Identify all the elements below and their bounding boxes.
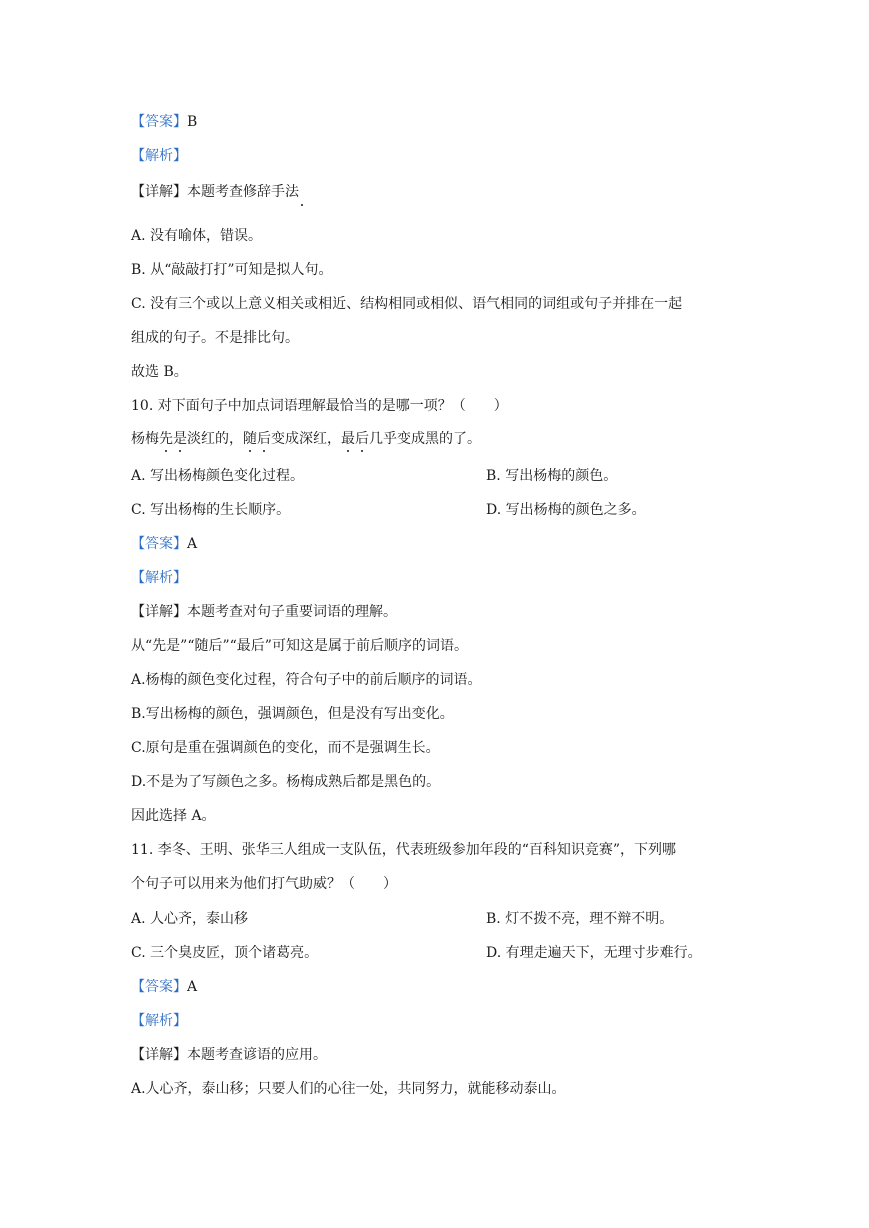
- q11-option-c: C. 三个臭皮匠，顶个诸葛亮。: [131, 945, 319, 961]
- q10-line-1: 从“先是”“随后”“最后”可知这是属于前后顺序的词语。: [131, 638, 468, 654]
- sentence-part: 几乎变成黑的了。: [369, 431, 481, 447]
- q10-sentence: [131, 429, 481, 449]
- q10-option-d: D. 写出杨梅的颜色之多。: [486, 502, 646, 518]
- q9-detail-line: [131, 182, 299, 202]
- emphasis-char: 随: [243, 431, 257, 447]
- detail-tag: 【详解】: [131, 604, 187, 620]
- q10-line-2: A.杨梅的颜色变化过程，符合句子中的前后顺序的词语。: [131, 672, 482, 688]
- emphasis-char: 先: [159, 431, 173, 447]
- q10-analysis-line: [131, 568, 187, 588]
- sentence-part: 杨梅: [131, 431, 159, 447]
- q9-line-a: A. 没有喻体，错误。: [131, 228, 263, 244]
- q9-line-b: B. 从“敲敲打打”可知是拟人句。: [131, 262, 333, 278]
- detail-tag: 【详解】: [131, 1047, 187, 1063]
- q11-stem-line2: 个句子可以用来为他们打气助威？（ ）: [131, 876, 397, 892]
- emphasis-char: 是: [173, 431, 187, 447]
- answer-tag: 【答案】: [131, 114, 187, 130]
- q11-answer-line: [131, 977, 197, 997]
- q9-line-c-cont: 组成的句子。不是排比句。: [131, 330, 299, 346]
- q10-conclusion: 因此选择 A。: [131, 808, 216, 824]
- answer-value: B: [187, 114, 198, 130]
- emphasis-char: 后: [257, 431, 271, 447]
- q10-line-4: C.原句是重在强调颜色的变化，而不是强调生长。: [131, 740, 440, 756]
- q11-analysis-line: [131, 1011, 187, 1031]
- q9-conclusion: 故选 B。: [131, 364, 188, 380]
- detail-tag: 【详解】: [131, 184, 187, 200]
- q10-option-a: A. 写出杨梅颜色变化过程。: [131, 468, 305, 484]
- q11-detail-line: [131, 1045, 327, 1065]
- q9-line-c: C. 没有三个或以上意义相关或相近、结构相同或相似、语气相同的词组或句子并排在一起: [131, 296, 683, 312]
- q11-stem-line1: 11. 李冬、王明、张华三人组成一支队伍，代表班级参加年段的“百科知识竞赛”，下列哪: [131, 842, 677, 858]
- answer-value: A: [187, 536, 198, 552]
- q11-option-b: B. 灯不拨不亮，理不辩不明。: [486, 911, 674, 927]
- q11-option-a: A. 人心齐，泰山移: [131, 911, 249, 927]
- q10-stem: 10. 对下面句子中加点词语理解最恰当的是哪一项？（ ）: [131, 398, 508, 414]
- emphasis-char: 最: [341, 431, 355, 447]
- analysis-tag: 【解析】: [131, 1013, 187, 1029]
- detail-text: 本题考查对句子重要词语的理解。: [187, 604, 397, 620]
- answer-value: A: [187, 979, 198, 995]
- sentence-part: 淡红的，: [187, 431, 243, 447]
- analysis-tag: 【解析】: [131, 148, 187, 164]
- q10-detail-line: [131, 602, 397, 622]
- q10-line-5: D.不是为了写颜色之多。杨梅成熟后都是黑色的。: [131, 774, 441, 790]
- q9-answer-line: [131, 112, 197, 132]
- answer-tag: 【答案】: [131, 979, 187, 995]
- q11-option-d: D. 有理走遍天下，无理寸步难行。: [486, 945, 702, 961]
- detail-text: 本题考查谚语的应用。: [187, 1047, 327, 1063]
- q10-option-c: C. 写出杨梅的生长顺序。: [131, 502, 291, 518]
- q10-line-3: B.写出杨梅的颜色，强调颜色，但是没有写出变化。: [131, 706, 454, 722]
- detail-text: 本题考查修辞手法: [187, 184, 299, 200]
- answer-tag: 【答案】: [131, 536, 187, 552]
- q10-option-b: B. 写出杨梅的颜色。: [486, 468, 618, 484]
- q10-answer-line: [131, 534, 197, 554]
- dotted-word-suihou: [243, 431, 271, 447]
- sentence-part: 变成深红，: [271, 431, 341, 447]
- emphasis-char: 后: [355, 431, 369, 447]
- q9-analysis-line: [131, 146, 187, 166]
- q11-line-1: A.人心齐，泰山移；只要人们的心往一处，共同努力，就能移动泰山。: [131, 1081, 566, 1097]
- dotted-word-xianshi: [159, 431, 187, 447]
- analysis-tag: 【解析】: [131, 570, 187, 586]
- dotted-word-zuihou: [341, 431, 369, 447]
